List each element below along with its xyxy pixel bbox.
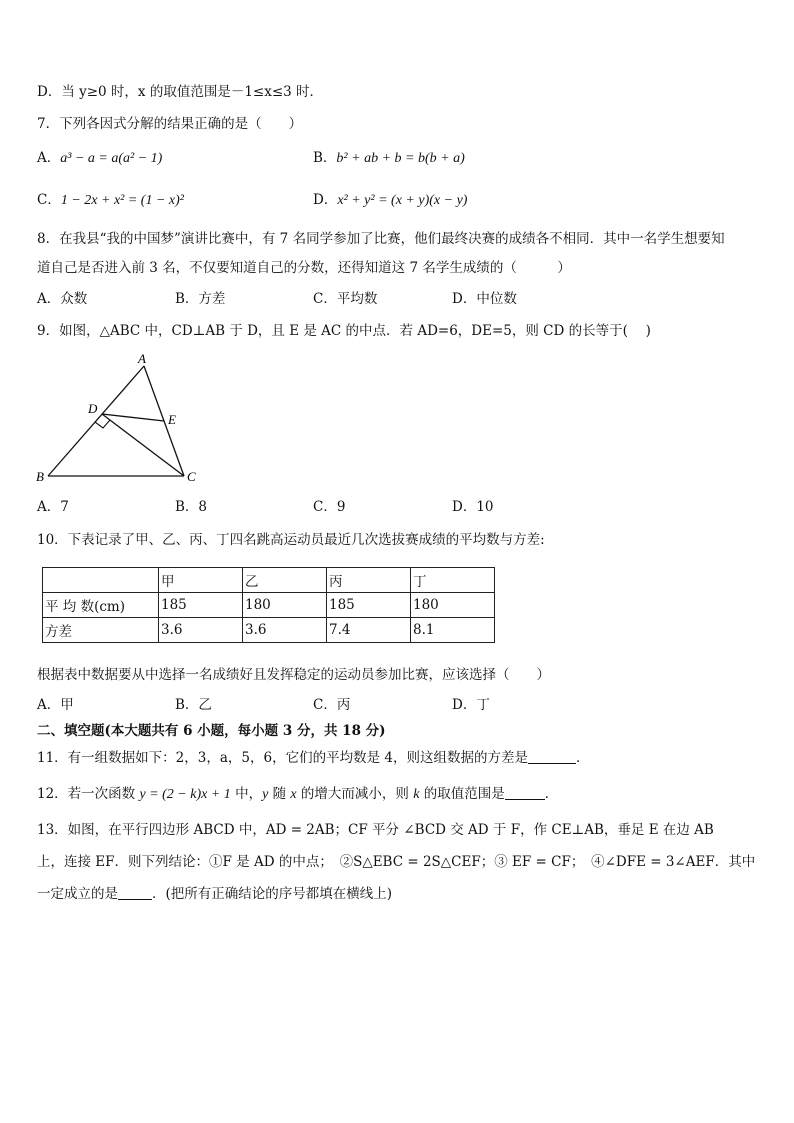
table-cell: 185 xyxy=(327,593,411,618)
q9-right-angle-mark xyxy=(95,420,110,428)
table-row xyxy=(43,593,495,618)
q7-option-c xyxy=(37,190,184,211)
q12-text: 的增大而减小，则 xyxy=(296,786,414,802)
q12-answer-blank xyxy=(505,786,545,800)
q8-option-c: C．平均数 xyxy=(313,291,378,307)
q8-option-d: D．中位数 xyxy=(452,291,517,307)
table-cell: 8.1 xyxy=(411,618,495,643)
table-cell: 平 均 数(cm) xyxy=(43,593,159,618)
q7-option-b xyxy=(313,148,465,169)
table-header-cell: 丁 xyxy=(411,568,495,593)
table-cell: 185 xyxy=(159,593,243,618)
q12-var-y: y xyxy=(262,787,269,802)
q9-stem: 9．如图，△ABC 中，CD⊥AB 于 D，且 E 是 AC 的中点．若 AD=6，DE=5，则 CD 的长等于( ) xyxy=(37,323,651,339)
q10-option-a: A．甲 xyxy=(37,697,74,713)
q9-segment-de xyxy=(102,414,164,421)
q12-var-x: x xyxy=(290,787,297,802)
table-header-cell: 甲 xyxy=(159,568,243,593)
q11-text: 11．有一组数据如下：2，3，a，5，6，它们的平均数是 4，则这组数据的方差是 xyxy=(37,750,528,766)
q12-text: 随 xyxy=(268,786,291,802)
q12-text: 12．若一次函数 xyxy=(37,786,140,802)
q7-option-d-label: D． xyxy=(313,192,338,208)
q7-option-b-label: B． xyxy=(313,150,337,166)
table-cell: 180 xyxy=(411,593,495,618)
table-cell: 180 xyxy=(243,593,327,618)
q8-stem-line2: 道自己是否进入前 3 名，不仅要知道自己的分数，还得知道这 7 名学生成绩的（ ） xyxy=(37,260,571,276)
q9-option-a: A．7 xyxy=(37,499,69,515)
q9-label-e: E xyxy=(168,412,176,427)
q7-option-d xyxy=(313,190,467,211)
q12-var-k: k xyxy=(413,787,420,802)
q12-text: 的取值范围是 xyxy=(419,786,505,802)
q8-option-a: A．众数 xyxy=(37,291,88,307)
q9-label-c: C xyxy=(187,469,196,484)
q9-label-d: D xyxy=(88,401,98,416)
q12-text: 中， xyxy=(230,786,263,802)
q12 xyxy=(37,784,558,805)
q13-line2: 上，连接 EF．则下列结论：①F 是 AD 的中点； ②S△EBC = 2S△CEF；③ EF = CF； ④∠DFE = 3∠AEF．其中 xyxy=(37,854,756,870)
q12-expr: y = (2 − k)x + 1 xyxy=(139,787,231,802)
q13-answer-blank xyxy=(118,886,152,900)
q7-option-c-label: C． xyxy=(37,192,61,208)
q13-line1: 13．如图，在平行四边形 ABCD 中，AD = 2AB；CF 平分 ∠BCD 交 AD 于 F，作 CE⊥AB，垂足 E 在边 AB xyxy=(37,822,714,838)
q13-text: 一定成立的是 xyxy=(37,886,118,902)
q7-option-a-expr: a³ − a = a(a² − 1) xyxy=(60,151,163,166)
table-header-cell xyxy=(43,568,159,593)
q10-score-table xyxy=(42,567,495,643)
q7-option-a-label: A． xyxy=(37,150,61,166)
table-header-cell: 乙 xyxy=(243,568,327,593)
q9-option-d: D．10 xyxy=(452,499,494,515)
q8-stem-line1: 8．在我县“我的中国梦”演讲比赛中，有 7 名同学参加了比赛，他们最终决赛的成绩各不相同．其中一名学生想要知 xyxy=(37,231,725,247)
q11 xyxy=(37,748,589,768)
q13-text-end: ．(把所有正确结论的序号都填在横线上) xyxy=(152,886,393,902)
section-heading: 二、填空题(本大题共有 6 小题，每小题 3 分，共 18 分) xyxy=(37,723,386,739)
q8-option-b: B．方差 xyxy=(175,291,226,307)
table-row xyxy=(43,618,495,643)
q10-stem: 10．下表记录了甲、乙、丙、丁四名跳高运动员最近几次选拔赛成绩的平均数与方差: xyxy=(37,532,545,548)
q11-text-end: ． xyxy=(575,750,590,766)
q9-label-b: B xyxy=(36,469,44,484)
q10-option-b: B．乙 xyxy=(175,697,212,713)
table-cell: 7.4 xyxy=(327,618,411,643)
q11-answer-blank xyxy=(528,750,576,764)
table-header-cell: 丙 xyxy=(327,568,411,593)
q9-triangle-figure xyxy=(30,350,210,490)
table-cell: 方差 xyxy=(43,618,159,643)
q10-option-c: C．丙 xyxy=(313,697,351,713)
q9-label-a: A xyxy=(138,351,146,366)
q7-option-d-expr: x² + y² = (x + y)(x − y) xyxy=(337,193,468,208)
q9-option-b: B．8 xyxy=(175,499,208,515)
q12-text-end: ． xyxy=(544,786,559,802)
q10-follow: 根据表中数据要从中选择一名成绩好且发挥稳定的运动员参加比赛，应该选择（ ） xyxy=(37,667,550,683)
q7-option-c-expr: 1 − 2x + x² = (1 − x)² xyxy=(60,193,184,208)
q9-option-c: C．9 xyxy=(313,499,346,515)
q7-option-b-expr: b² + ab + b = b(b + a) xyxy=(336,151,465,166)
q7-stem: 7．下列各因式分解的结果正确的是（ ） xyxy=(37,116,303,132)
q6-option-d: D．当 y≥0 时，x 的取值范围是－1≤x≤3 时． xyxy=(37,84,324,100)
q10-option-d: D．丁 xyxy=(452,697,490,713)
q7-option-a xyxy=(37,148,162,169)
table-header-row xyxy=(43,568,495,593)
q13-line3 xyxy=(37,884,392,904)
table-cell: 3.6 xyxy=(159,618,243,643)
q9-side-ab xyxy=(48,366,144,476)
table-cell: 3.6 xyxy=(243,618,327,643)
